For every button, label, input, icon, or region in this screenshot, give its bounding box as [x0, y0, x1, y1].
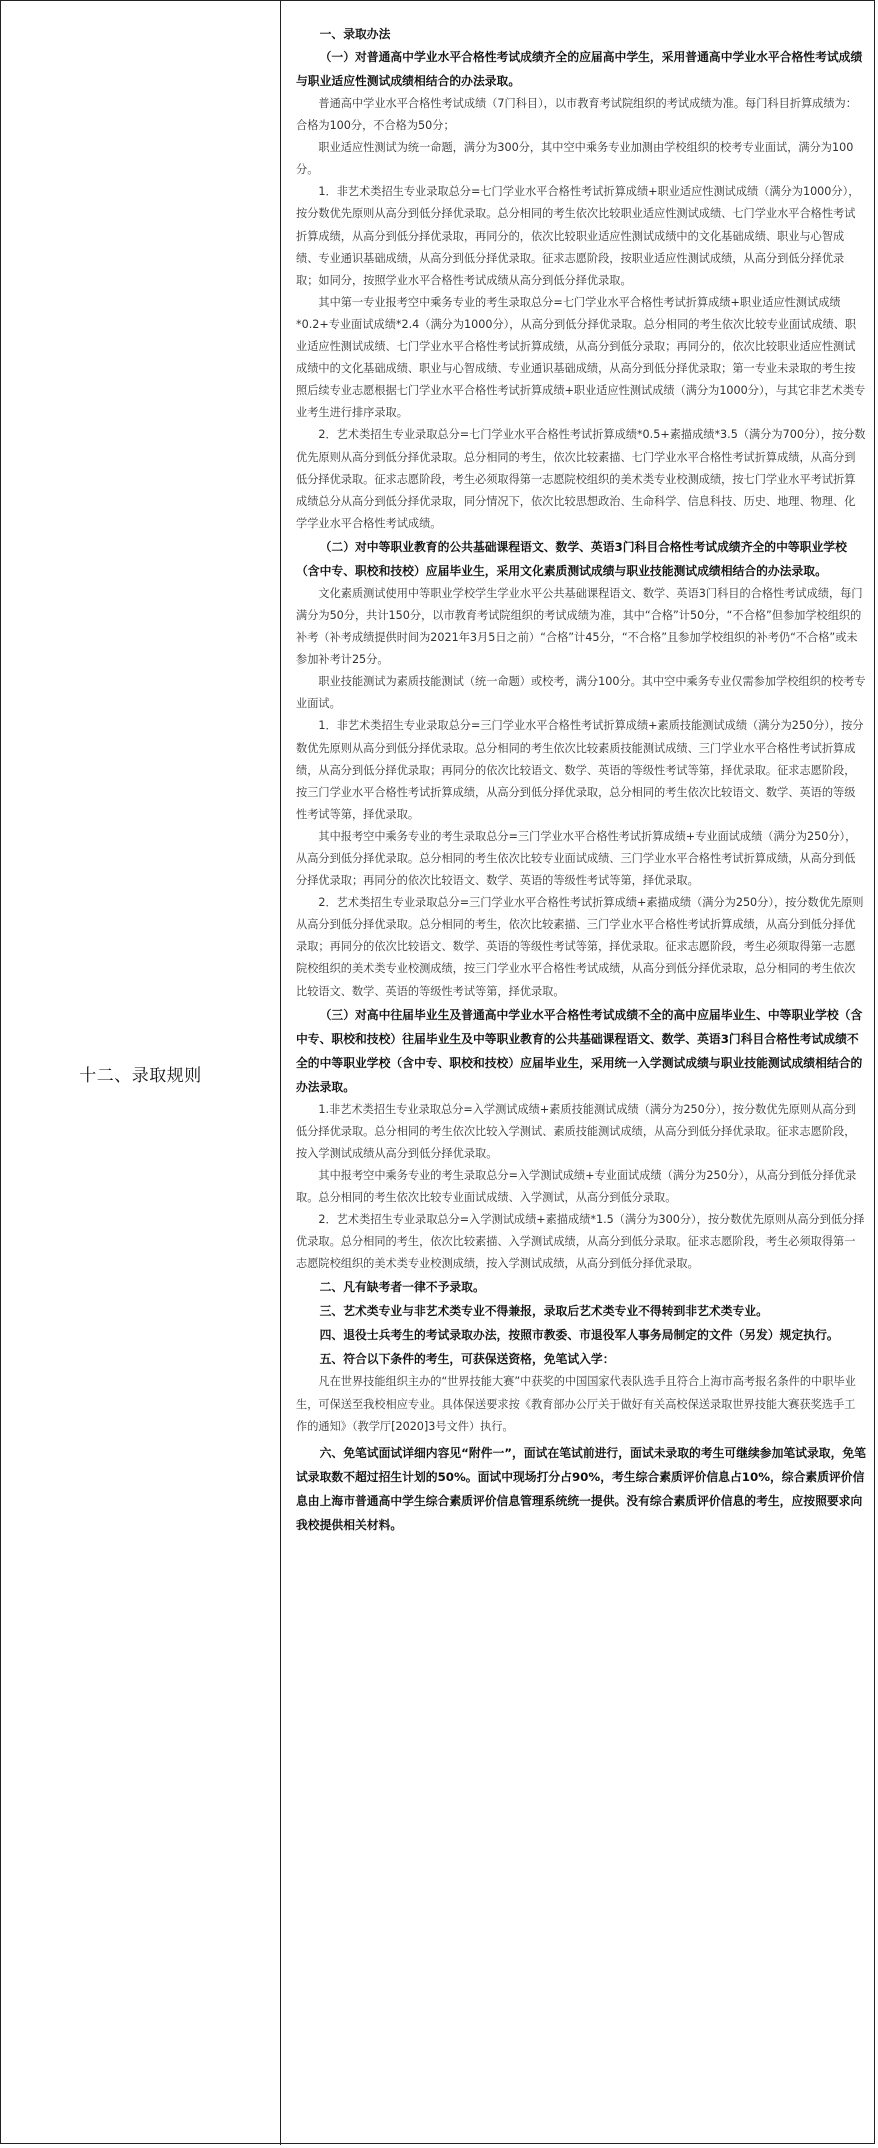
part2-paragraph: 2．艺术类招生专业录取总分=三门学业水平合格性考试折算成绩+素描成绩（满分为250分），按分数优先原则从高分到低分择优录取。总分相同的考生，依次比较素描、三门学业水平合格性考试折算成绩，从高分到低分择优录取；再同分的依次比较语文、数学、英语的等级性考试等第，择优录取。征求志愿阶段，考生必须取得第一志愿院校组织的美术类专业校测成绩，按三门学业水平合格性考试成绩，从高分到低分择优录取，总分相同的考生依次比较语文、数学、英语的等级性考试等第，择优录取。	[296, 896, 864, 998]
part1-paragraph: 1．非艺术类招生专业录取总分=七门学业水平合格性考试折算成绩+职业适应性测试成绩（满分为1000分），按分数优先原则从高分到低分择优录取。总分相同的考生依次比较职业适应性测试成绩、七门学业水平合格性考试折算成绩，从高分到低分择优录取，再同分的，依次比较职业适应性测试成绩中的文化基础成绩、职业与心智成绩、专业通识基础成绩，从高分到低分择优录取。征求志愿阶段，按职业适应性测试成绩，从高分到低分择优录取；如同分，按照学业水平合格性考试成绩从高分到低分择优录取。	[296, 185, 860, 287]
rule-veterans: 四、退役士兵考生的考试录取办法，按照市教委、市退役军人事务局制定的文件（另发）规定执行。	[319, 1328, 839, 1343]
rule-interview-exemption: 六、免笔试面试详细内容见“附件一”，面试在笔试前进行，面试未录取的考生可继续参加笔试录取，免笔试录取数不超过招生计划的50%。面试中现场打分占90%，考生综合素质评价信息占10%，综合素质评价信息由上海市普通高中学生综合素质评价信息管理系统统一提供。没有综合素质评价信息的考生，应按照要求向我校提供相关材料。	[296, 1445, 866, 1532]
part1-title: （一）对普通高中学业水平合格性考试成绩齐全的应届高中学生，采用普通高中学业水平合格性考试成绩与职业适应性测试成绩相结合的办法录取。	[296, 50, 863, 88]
part1-paragraph: 2．艺术类招生专业录取总分=七门学业水平合格性考试折算成绩*0.5+素描成绩*3.5（满分为700分），按分数优先原则从高分到低分择优录取。总分相同的考生，依次比较素描、七门学业水平合格性考试折算成绩，从高分到低分择优录取。征求志愿阶段，考生必须取得第一志愿院校组织的美术类专业校测成绩，按七门学业水平考试折算成绩总分从高分到低分择优录取，同分情况下，依次比较思想政治、生命科学、信息科技、历史、地理、物理、化学学业水平合格性考试成绩。	[296, 428, 866, 530]
section-label-cell	[1, 1, 281, 2145]
rule-absence: 二、凡有缺考者一律不予录取。	[319, 1280, 485, 1295]
part3-paragraph: 1.非艺术类招生专业录取总分=入学测试成绩+素质技能测试成绩（满分为250分），按分数优先原则从高分到低分择优录取。总分相同的考生依次比较入学测试、素质技能测试成绩，从高分到低分择优录取。征求志愿阶段，按入学测试成绩从高分到低分择优录取。	[296, 1102, 856, 1160]
part2-paragraph: 文化素质测试使用中等职业学校学生学业水平公共基础课程语文、数学、英语3门科目的合格性考试成绩，每门满分为50分，共计150分，以市教育考试院组织的考试成绩为准，其中“合格”计50分，“不合格”但参加学校组织的补考（补考成绩提供时间为2021年3月5日之前）“合格”计45分，“不合格”且参加学校组织的补考仍“不合格”或未参加补考计25分。	[296, 586, 863, 667]
section-content-cell	[282, 1, 876, 2145]
rule-recommendation-title: 五、符合以下条件的考生，可获保送资格，免笔试入学：	[319, 1352, 615, 1367]
part3-paragraph: 2．艺术类招生专业录取总分=入学测试成绩+素描成绩*1.5（满分为300分），按分数优先原则从高分到低分择优录取。总分相同的考生，依次比较素描、入学测试成绩，从高分到低分录取。征求志愿阶段，考生必须取得第一志愿院校组织的美术类专业校测成绩，按入学测试成绩，从高分到低分择优录取。	[296, 1213, 865, 1271]
part2-paragraph: 职业技能测试为素质技能测试（统一命题）或校考，满分100分。其中空中乘务专业仅需参加学校组织的校考专业面试。	[296, 675, 866, 711]
rule-art-nonart: 三、艺术类专业与非艺术类专业不得兼报，录取后艺术类专业不得转到非艺术类专业。	[319, 1304, 768, 1319]
part2-paragraph: 1．非艺术类招生专业录取总分=三门学业水平合格性考试折算成绩+素质技能测试成绩（满分为250分），按分数优先原则从高分到低分择优录取。总分相同的考生依次比较素质技能测试成绩、三门学业水平合格性考试折算成绩，从高分到低分择优录取；再同分的依次比较语文、数学、英语的等级性考试等第，择优录取。征求志愿阶段，按三门学业水平合格性考试折算成绩，从高分到低分择优录取，总分相同的考生依次比较语文、数学、英语的等级性考试等第，择优录取。	[296, 719, 864, 821]
rule-recommendation-paragraph: 凡在世界技能组织主办的“世界技能大赛”中获奖的中国国家代表队选手且符合上海市高考报名条件的中职毕业生，可保送至我校相应专业。具体保送要求按《教育部办公厅关于做好有关高校保送录取世界技能大赛获奖选手工作的通知》（教学厅[2020]3号文件）执行。	[296, 1375, 856, 1433]
part1-paragraph: 普通高中学业水平合格性考试成绩（7门科目），以市教育考试院组织的考试成绩为准。每门科目折算成绩为：合格为100分，不合格为50分；	[296, 97, 857, 133]
part1-paragraph: 其中第一专业报考空中乘务专业的考生录取总分=七门学业水平合格性考试折算成绩+职业适应性测试成绩*0.2+专业面试成绩*2.4（满分为1000分），从高分到低分择优录取。总分相同的考生依次比较专业面试成绩、职业适应性测试成绩、七门学业水平合格性考试折算成绩，从高分到低分录取；再同分的，依次比较职业适应性测试成绩中的文化基础成绩、职业与心智成绩、专业通识基础成绩，从高分到低分择优录取；第一专业未录取的考生按照后续专业志愿根据七门学业水平合格性考试折算成绩+职业适应性测试成绩（满分为1000分），与其它非艺术类专业考生进行排序录取。	[296, 295, 866, 420]
heading-admission-method: 一、录取办法	[319, 27, 391, 41]
part3-paragraph: 其中报考空中乘务专业的考生录取总分=入学测试成绩+专业面试成绩（满分为250分），从高分到低分择优录取。总分相同的考生依次比较专业面试成绩、入学测试，从高分到低分录取。	[296, 1168, 857, 1205]
section-label: 十二、录取规则	[79, 1065, 202, 1086]
part3-title: （三）对高中往届毕业生及普通高中学业水平合格性考试成绩不全的高中应届毕业生、中等职业学校（含中专、职校和技校）往届毕业生及中等职业教育的公共基础课程语文、数学、英语3门科目合格性考试成绩不全的中等职业学校（含中专、职校和技校）应届毕业生，采用统一入学测试成绩与职业技能测试成绩相结合的办法录取。	[296, 1007, 863, 1094]
part1-paragraph: 职业适应性测试为统一命题，满分为300分，其中空中乘务专业加测由学校组织的校考专业面试，满分为100分。	[296, 141, 854, 177]
part2-title: （二）对中等职业教育的公共基础课程语文、数学、英语3门科目合格性考试成绩齐全的中等职业学校（含中专、职校和技校）应届毕业生，采用文化素质测试成绩与职业技能测试成绩相结合的办法录取。	[296, 539, 847, 578]
part2-paragraph: 其中报考空中乘务专业的考生录取总分=三门学业水平合格性考试折算成绩+专业面试成绩（满分为250分），从高分到低分择优录取。总分相同的考生依次比较专业面试成绩、三门学业水平合格性考试折算成绩，从高分到低分择优录取；再同分的依次比较语文、数学、英语的等级性考试等第，择优录取。	[296, 829, 857, 888]
